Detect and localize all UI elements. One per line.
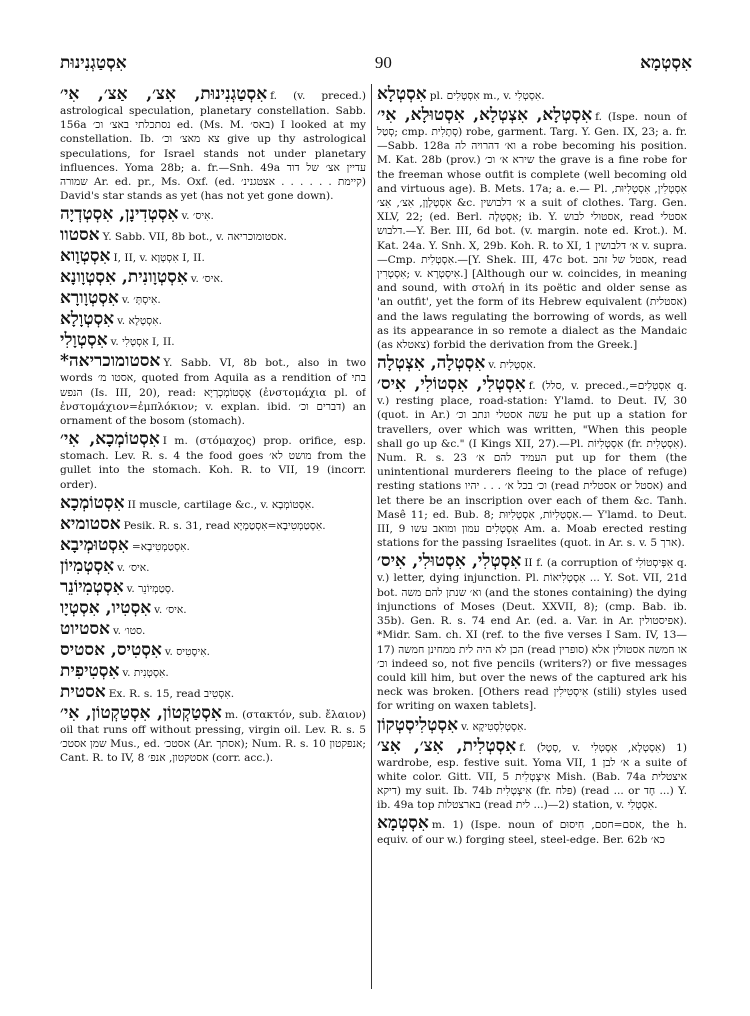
entry-headword: אִסְטְלִי, אִסְטוּלִי, אִיס׳	[377, 551, 522, 572]
entry-definition: II muscle, cartilage &c., v. אִסְטוֹמְבָא.	[127, 498, 315, 511]
entry-headword: אִסְטְלִי, אִסְטוֹלִי, אִיס׳	[377, 374, 526, 395]
entry	[60, 330, 366, 350]
entry-headword: אִסְטוֹמְכָא	[60, 492, 125, 513]
entry-headword: אסטומיא	[60, 513, 121, 534]
entry	[377, 84, 687, 104]
entry	[377, 813, 687, 847]
entry-definition: Pesik. R. s. 31, read אִסְטַמְטִיבָא=אִסְטַמְיָא.	[123, 519, 326, 532]
entry	[377, 374, 687, 550]
entry-headword: אִסְטְדִינָן, אִסְטְדְיָה	[60, 204, 179, 225]
entry-headword: אִסְטְמִיוֹנֵר	[60, 576, 124, 597]
entry-headword: אִסְטְלָא	[377, 84, 427, 104]
entry-definition: f. (v. preced.) astrological speculation, planetary constellation. Sabb. 156a נסתכלתי באצ׳ וכ׳ ed. (Ms. M. באס׳) I looked at my constellation. Ib. צא מאצ׳ וכ׳ give up thy astrological speculations, for Israel stands not under planetary influences. Yoma 28b; a. fr.—Snh. 49a עדיין אצ׳ של דוד שמורה Ar. ed. pr., Ms. Oxf. (ed. קיימת . . . . . . אצטגנינ׳) David's star stands as yet (has not yet gone down).	[60, 90, 366, 203]
entry-definition: v. איס׳.	[117, 561, 150, 574]
entry-headword: אִסְטִיו, אִסְטְיָו	[60, 597, 152, 618]
entry	[60, 703, 366, 766]
entry	[60, 640, 366, 660]
entry-headword: אִסְטְוָונִית, אִסְטְוָונָא	[60, 267, 188, 288]
page-header	[60, 50, 692, 76]
entry-headword: *אסטומוכריאה	[60, 351, 161, 372]
entry	[60, 429, 366, 492]
entry-definition: f. (סְטָל, v. אִסְטְלָא, אִסְטְלִי) 1) wardrobe, esp. festive suit. Yoma VII, 1 א׳ לבן a suite of white color. Gitt. VII, 5 אִיצְטְלִית Mish. (Bab. 74a איצטלית דיקא) my suit. Ib. 74b אִיצְטְלִית (fr. פלח) (read ... or חָד ...) Y. ib. 49a top בארצטלות (read לית ...)—2) station, v. אִסְטְלִי.	[377, 741, 687, 812]
entry-headword: אִסְטִיס, אסטיס	[60, 639, 162, 660]
entry-definition: v. סטו׳.	[112, 624, 146, 637]
entry-definition: v. אִיס׳.	[181, 210, 214, 223]
entry-headword: אִסְטְמָא	[377, 813, 429, 834]
entry-definition: v. אִיסְתְּ׳.	[121, 294, 161, 307]
page-number: 90	[374, 53, 392, 72]
entry-headword: אִסְטְלָה, אִצְטְלָה	[377, 353, 486, 374]
entry-headword: אִסְטְוָורָא	[60, 288, 119, 309]
entry-headword: אִסְטְמִיוֹן	[60, 555, 115, 576]
entry-definition: Y. Sabb. VII, 8b bot., v. אסטומוכריאה.	[102, 231, 287, 244]
entry-definition: Ex. R. s. 15, read אִסְטִיב.	[108, 687, 235, 700]
entry	[60, 514, 366, 534]
entry-headword: אִסְטִיפִית	[60, 660, 120, 681]
entry	[377, 715, 687, 735]
entry	[60, 577, 366, 597]
entry-definition: I, II, v. אִסְטְוָא I, II.	[113, 252, 205, 265]
entry	[60, 661, 366, 681]
entry-definition: Y. Sabb. VI, 8b bot., also in two words אסטו מ׳, quoted from Aquila as a rendition of בתי הנפש (Is. III, 20), read: אֶסְטוֹמְכְרְיָא (ἐνστομάχια pl. of ἐνστομάχιον=ἐμπλόκιον; v. explan. ibid. דברים וכ׳) an ornament of the bosom (stomach).	[60, 357, 366, 428]
right-running-head: אִסְטְמָא	[640, 53, 692, 73]
entry-headword: אסטוו	[60, 225, 100, 246]
entry	[60, 556, 366, 576]
entry-headword: אִסְטַקְטוֹן, אִסְטַקְטוֹן, אִי׳	[60, 702, 222, 723]
entry	[60, 493, 366, 513]
entry-headword: אִסְטְוָלָא	[60, 309, 115, 330]
left-column	[60, 84, 366, 1004]
entry	[60, 204, 366, 224]
entry-headword: אִסְטְלָא, אִצְטְלָא, אִסְטוּלָא, אִי׳	[377, 105, 593, 125]
entry-headword: אִסְטוֹמְכָא, אִי׳	[60, 429, 160, 450]
entry	[60, 309, 366, 329]
entry	[377, 551, 687, 713]
entry-definition: v. אִסְטְנִית.	[122, 666, 169, 679]
entry-definition: =אִסְטַמְטִיבָא.	[131, 540, 190, 553]
entry-definition: pl. אִסְטְלִים m., v. אִסְטְלִי.	[429, 90, 545, 102]
entry-definition: v. אִסְטְלִית.	[488, 359, 537, 372]
left-running-head: אִסְטַגְנִינוּת	[60, 53, 127, 73]
entry	[377, 736, 687, 813]
entry-definition: I m. (στόμαχος) prop. orifice, esp. stomach. Lev. R. s. 4 the food goes מושט לא׳ from the gullet into the stomach. Koh. R. to VII, 19 (incorr. order).	[60, 435, 366, 491]
entry	[60, 598, 366, 618]
entry	[377, 353, 687, 373]
entry-headword: אִסְטְלִית, אִצ׳, אִצ׳	[377, 735, 517, 756]
entry-headword: אִסְטוּמְיבָא	[60, 534, 129, 555]
entry-definition: v. איס׳.	[154, 603, 187, 616]
entry	[60, 682, 366, 702]
entry-definition: f. (סלל, v. preced.,=אִסְטְלִים q. v.) resting place, road-station: Y'lamd. to Deut. IV, 30 (quot. in Ar.) עשה אסטלי ונתב וכ׳ he put up a station for travellers, over which was written, "When this people shall go up &c." (I Kings XII, 27).—Pl. אִסְטְלִיוֹת (fr. אִסְטְלִית). Num. R. s. 23 העמיד להם א׳ put up for them (the unintentional murderers fleeing to the place of refuge) resting stations וכ׳ בכל א׳ . . . יהיו (read אסטלית or אסטל) and let there be an inscription over each of them &c. Tanh. Masê 11; ed. Bub. 8; אִסְטְלִיוֹת, אִסְטְלִיוּת.— Y'lamd. to Deut. III, 9 אִסְטְלִים עמון ומואב עשו Am. a. Moab erected resting stations for the passing Israelites (quot. in Ar. s. v. ארך 5).	[377, 380, 687, 550]
entry	[60, 267, 366, 287]
entry-definition: m. (στακτόν, sub. ἔλαιον) oil that runs off without pressing, virgin oil. Lev. R. s. 5 שמן אסטכ׳ Mus., ed. אסטכ׳ (Ar. אסתך); Num. R. s. 10 אנפקטון; Cant. R. to IV, 8 אסטקטון, אנפ׳ (corr. acc.).	[60, 708, 366, 765]
entry-definition: v. אִסְטְלִי I, II.	[110, 336, 175, 349]
entry-headword: אסטית	[60, 681, 106, 702]
entry-definition: v. סְטַמְיוֹנֵר.	[126, 582, 175, 595]
entry-headword: אִסְטְוָוא	[60, 246, 111, 267]
entry	[60, 84, 366, 203]
entry	[60, 619, 366, 639]
entry-definition: m. 1) (Ispe. noun of אסם=חסם, חִיסוּם, the h. equiv. of our w.) forging steel, steel-edge. Ber. 62b כא׳	[377, 819, 687, 847]
entry-headword: אִסְטְוָלִי	[60, 330, 108, 351]
entry-headword: אסטיוט	[60, 618, 110, 639]
entry-definition: f. (Ispe. noun of סְטַל; cmp. סְתָלִית) robe, garment. Targ. Y. Gen. IX, 23; a. fr.—Sabb. 128a וא׳ דהרויה לה a robe becoming his position. M. Kat. 28b (prov.) שירא א׳ וכ׳ the grave is a fine robe for the freeman whose outfit is complete (well becoming old and virtuous age). B. Mets. 17a; a. e.— Pl. אִסְטְלִין, אִסְטְלִיוּת, אִסְטְלָוָן, אִצ׳, אִצ׳ &c. א׳ דלבושין a suit of clothes. Targ. Gen. XLV, 22; (ed. Berl. אִסְטְלָה; ib. Y. אסטולי לבוש, read אסטלי דלבוש.—Y. Ber. III, 6d bot. (v. margin. note ed. Krot.). M. Kat. 24a. Y. Snh. X, 29b. Koh. R. to XI, 1 א׳ דלבושין v. supra.—Cmp. אִסְטְלִית.—[Y. Shek. III, 47c bot. אסטל של זהב, read אִסְטְרִין; v. אִיסְטְרָא.] [Although our w. coincides, in meaning and sound, with στολή in its poëtic and older sense as 'an outfit', yet the form of its Hebrew equivalent (אסטלית) and the laws regulating the borrowing of words, as well as its appearance in so remote a dialect as the Mandaic (as צאטלא) forbid the derivation from the Greek.]	[377, 111, 687, 352]
entry-definition: v. אִיסָטִיס.	[164, 645, 211, 658]
entry	[60, 246, 366, 266]
entry	[60, 225, 366, 245]
entry	[377, 105, 687, 352]
entry-definition: v. אִסְטְלָא.	[117, 315, 163, 328]
right-column	[377, 84, 687, 1004]
entry	[60, 535, 366, 555]
entry	[60, 288, 366, 308]
entry	[60, 351, 366, 428]
entry-definition: v. אִסְטְלִסְטִיקָא.	[460, 720, 527, 733]
column-divider	[371, 84, 372, 989]
entry-definition: II f. (a corruption of אִפְּיסְטוֹלִי q. v.) letter, dying injunction. Pl. אִסְטְלִיאוֹת ... Y. Sot. VII, 21d bot. וא׳ שנתן להם משה (and the stones containing) the dying injunctions of Moses (Deut. XXVII, 8); (cmp. Bab. ib. 35b). Gen. R. s. 74 end Ar. (ed. a. Var. in Ar. אפיסטולין). *Midr. Sam. ch. XI (ref. to the five verses I Sam. IV, 13—17) הכן לא היה לית ממחינן חמשה (read סופרין) או חמשה אסטולין אלא וכ׳ indeed so, not five pencils (writers?) or five messages could kill him, but over the news of the captured ark his neck was broken. [Others read אִיסְטִילִין (stili) styles used for writing on waxen tablets].	[377, 557, 687, 713]
entry-headword: אִסְטַגְנִינוּת, אִצ׳, אַצ׳, אִי׳	[60, 84, 268, 104]
entry-definition: v. איס׳.	[190, 273, 224, 286]
entry-headword: אִסְטְלִיסְטְקוֹן	[377, 714, 458, 735]
